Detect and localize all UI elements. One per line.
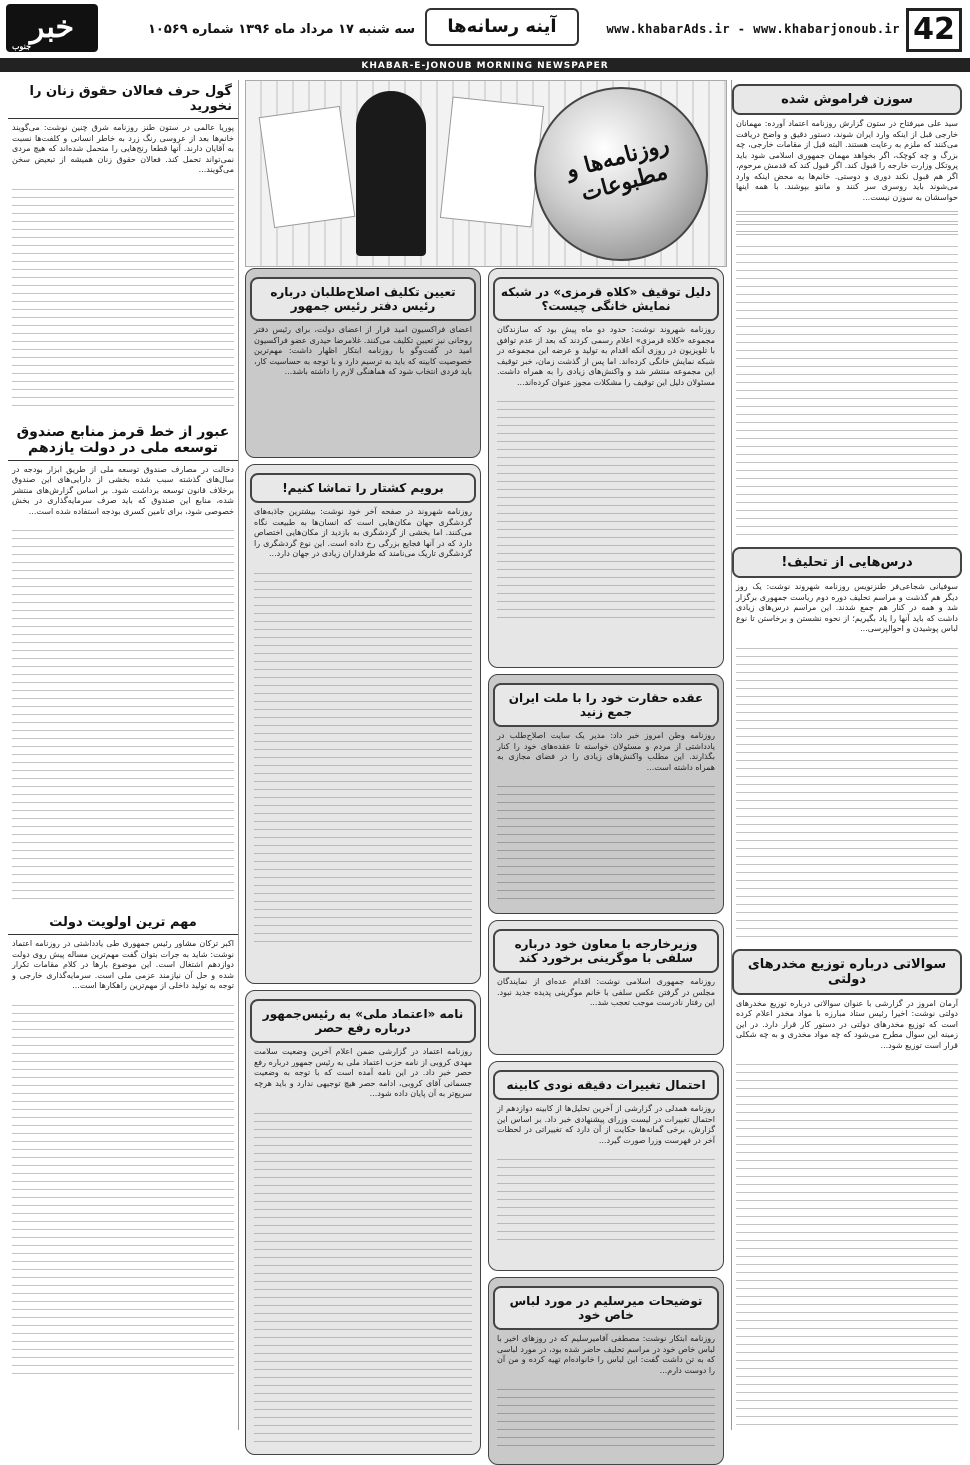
english-strap: KHABAR-E-JONOUB MORNING NEWSPAPER [0, 60, 970, 72]
article-title: دلیل توقیف «کلاه قرمزی» در شبکه نمایش خانگی چیست؟ [493, 277, 719, 321]
middle-right-column [488, 268, 724, 1430]
website-urls[interactable]: www.khabarAds.ir - www.khabarjonoub.ir [606, 22, 900, 36]
reader-silhouette [356, 91, 426, 256]
article-body: سوفیانی شجاعی‌فر طنزنویس روزنامه شهروند نوشت: یک روز دیگر هم گذشت و مراسم تحلیف دوره دوم ریاست جمهوری برگزار شد و همه در کنار هم جمع شدند. این مراسم درس‌های زیادی داشت که باید آنها را یاد بگیریم؛ از نحوه نشستن و برخاستن تا نوع لباس پوشیدن و احوالپرسی... [736, 582, 958, 633]
issue-date: سه شنبه ۱۷ مرداد ماه ۱۳۹۶ شماره ۱۰۵۶۹ [147, 22, 415, 37]
article-body: اعضای فراکسیون امید قرار از اعضای دولت، برای رئیس دفتر روحانی نیز تعیین تکلیف می‌کنند. غلامرضا حیدری عضو فراکسیون امید در گفت‌وگو با روزنامه ابتکار اظهار داشت: مهم‌ترین خصوصیت کابینه که باید به ترسیم دارد و با توجه به حساسیت کار، باید فردی انتخاب شود که هماهنگی لازم را داشته باشد... [254, 325, 472, 376]
text-block [736, 641, 958, 941]
article-title: احتمال تغییرات دقیقه نودی کابینه [493, 1070, 719, 1100]
left-column [8, 80, 239, 1430]
right-column [731, 80, 962, 1430]
article-title: نامه «اعتماد ملی» به رئیس‌جمهور درباره رفع حصر [250, 999, 476, 1043]
text-block [497, 1152, 715, 1242]
article-title: برویم کشتار را تماشا کنیم! [250, 473, 476, 503]
text-block [497, 1382, 715, 1452]
text-block [497, 394, 715, 624]
article-body: روزنامه شهروند در صفحه آخر خود نوشت: بیشترین جاذبه‌های گردشگری جهان مکان‌هایی است که انسان‌ها به طبیعت نگاه می‌کنند. اما بخشی از گردشگری به بازدید از مکان‌هایی اختصاص دارد که در آنها فجایع بزرگی رخ داده است. این نوع گردشگری را گردشگری تاریک می‌نامند که طرفداران زیادی در جهان دارد... [254, 507, 472, 558]
article-body: روزنامه همدلی در گزارشی از آخرین تحلیل‌ها از کابینه دوازدهم از احتمال تغییرات در لیست وزرای پیشنهادی خبر داد. بر اساس این گزارش، برخی گمانه‌ها حکایت از آن دارد که تغییراتی در لحظات آخر در فهرست وزرا صورت گیرد... [497, 1104, 715, 1145]
newspaper-sheet [259, 106, 356, 228]
article-box [488, 1277, 724, 1465]
article-box [488, 920, 724, 1055]
text-block [736, 239, 958, 539]
newspaper-sheet [440, 97, 544, 228]
article-title: سوالاتی درباره توزیع مخدرهای دولتی [732, 949, 962, 995]
article-box [488, 674, 724, 914]
text-block [12, 182, 234, 412]
text-lines [736, 219, 958, 227]
text-lines [736, 229, 958, 237]
article-title: درس‌هایی از تحلیف! [732, 547, 962, 578]
text-block [12, 998, 234, 1378]
article-box [245, 990, 481, 1455]
text-block [12, 523, 234, 903]
article-title: عقده حقارت خود را با ملت ایران جمع زنید [493, 683, 719, 727]
article-body: روزنامه جمهوری اسلامی نوشت: اقدام عده‌ای از نمایندگان مجلس در گرفتن عکس سلفی با خانم موگرینی پدیده جدید نبود. این رفتار نادرست موجب تعجب شد... [497, 977, 715, 1007]
article-body: روزنامه وطن امروز خبر داد: مدیر یک سایت اصلاح‌طلب در یادداشتی از مردم و مسئولان خواسته تا عقده‌های خود را کنار بگذارند. این مطلب واکنش‌های زیادی را در فضای مجازی به همراه داشته است... [497, 731, 715, 772]
article-title: سوزن فراموش شده [732, 84, 962, 115]
newspaper-logo [6, 4, 98, 52]
page-number: 42 [906, 8, 962, 52]
article-body: روزنامه اعتماد در گزارشی ضمن اعلام آخرین وضعیت سلامت مهدی کروبی از نامه حزب اعتماد ملی به رئیس جمهور درباره رفع حصر خبر داد. در این نامه آمده است که با توجه به وضعیت جسمانی آقای کروبی، ادامه حصر هیچ توجیهی ندارد و باید هرچه سریع‌تر به آن پایان داده شود... [254, 1047, 472, 1098]
article-box [488, 268, 724, 668]
newspapers-illustration [245, 80, 727, 267]
article-title: وزیرخارجه با معاون خود درباره سلفی با موگرینی برخورد کند [493, 929, 719, 973]
article-box [245, 268, 481, 458]
article-title: تعیین تکلیف اصلاح‌طلبان درباره رئیس دفتر رئیس جمهور [250, 277, 476, 321]
globe-icon [534, 87, 708, 261]
text-block [254, 566, 472, 946]
text-block [736, 1057, 958, 1430]
article-body: آرمان امروز در گزارشی با عنوان سوالاتی درباره توزیع مخدرهای دولتی نوشت: اخیرا رئیس ستاد مبارزه با مواد مخدر اعلام کرده است که توزیع مخدرهای دولتی در دستور کار قرار دارد. در این زمینه این سوال مطرح می‌شود که چه مواد مخدری و به چه شکلی قرار است توزیع شود... [736, 998, 958, 1050]
article-title: گول حرف فعالان حقوق زنان را نخورید [8, 80, 238, 119]
article-body: روزنامه ابتکار نوشت: مصطفی آقامیرسلیم که در روزهای اخیر با لباس خاص خود در مراسم تحلیف حاضر شده بود، در مورد لباسی که به تن داشت گفت: این لباس را خانواده‌ام تهیه کرده و من آن را دوست دارم... [497, 1334, 715, 1375]
article-body: روزنامه شهروند نوشت: حدود دو ماه پیش بود که سازندگان مجموعه «کلاه قرمزی» اعلام رسمی کردند که بعد از عدم توافق با تلویزیون در روزی آنکه اقدام به تولید و عرضه این مجموعه در شبکه نمایش خانگی کرده‌اند. اما پس از گذشت زمان، خبر توقیف این مجموعه منتشر شد و واکنش‌های زیادی را به همراه داشت. مسئولان دلیل این توقیف را مشکلات مجوز عنوان کرده‌اند... [497, 325, 715, 387]
article-title: مهم ترین اولویت دولت [8, 911, 238, 935]
article-body: دخالت در مصارف صندوق توسعه ملی از طریق ابزار بودجه در سال‌های گذشته سبب شده بخشی از دارایی‌های این صندوق برخلاف قانون توسعه برداشت شود. بر اساس گزارش‌های منتشر شده، منابع این صندوق که باید صرف سرمایه‌گذاری در بخش خصوصی شود، برای تامین کسری بودجه استفاده شده است... [12, 464, 234, 516]
article-title: عبور از خط قرمز منابع صندوق توسعه ملی در دولت یازدهم [8, 420, 238, 461]
text-block [497, 779, 715, 899]
masthead [0, 0, 970, 60]
logo-subtext: جنوب [12, 41, 32, 51]
logo-text: خبر [29, 10, 75, 45]
article-body: پوریا عالمی در ستون طنز روزنامه شرق چنین نوشت: می‌گویند خانم‌ها بعد از عروسی رنگ زرد به خاطر انسانی و کلفت‌ها نسبت به آقایان دارند. آنها قطعا رنج‌هایی را متحمل شده‌اند که هیچ مردی نمی‌تواند تحمل کند. فعالان حقوق زنان همیشه از تبعیض سخن می‌گویند... [12, 123, 234, 174]
article-box [488, 1061, 724, 1271]
text-block [254, 1106, 472, 1446]
banner-text: روزنامه‌ها و مطبوعات [563, 131, 672, 207]
section-title: آینه رسانه‌ها [425, 8, 579, 46]
article-body: اکبر ترکان مشاور رئیس جمهوری طی یادداشتی در روزنامه اعتماد نوشت: شاید به جرات بتوان گفت مهم‌ترین مساله پیش روی دولت دوازدهم اشتغال است. این موضوع بارها در کلام مقامات تکرار شده و حل آن نیازمند عزمی ملی است. سرمایه‌گذاری خارجی و توجه به تولید داخلی از مهم‌ترین راهکارها است... [12, 939, 234, 990]
middle-left-column [245, 268, 481, 1430]
article-title: توضیحات میرسلیم در مورد لباس خاص خود [493, 1286, 719, 1330]
article-body: سید علی میرفتاح در ستون گزارش روزنامه اعتماد آورده: مهمانان خارجی قبل از اینکه وارد ایران شوند، دستور دقیق و واضح دریافت می‌کنند که ملزم به رعایت هستند. البته قبل از مقامات خارجی، چه بزرگ و چه کوچک، اگر بخواهد مهمان جمهوری اسلامی شود باید پروتکل وزارت خارجه را قبول کند. اگر قبول کند که قدمش مرحوم، اگر هم قبول نکند دوری و دوستی. خانم‌ها به محض اینکه وارد می‌شوند باید روسری سر کنند و مانتو بپوشند. با همه اینها حواسشان به سوزن نیست... [736, 119, 958, 202]
text-lines [736, 209, 958, 217]
article-box [245, 464, 481, 984]
